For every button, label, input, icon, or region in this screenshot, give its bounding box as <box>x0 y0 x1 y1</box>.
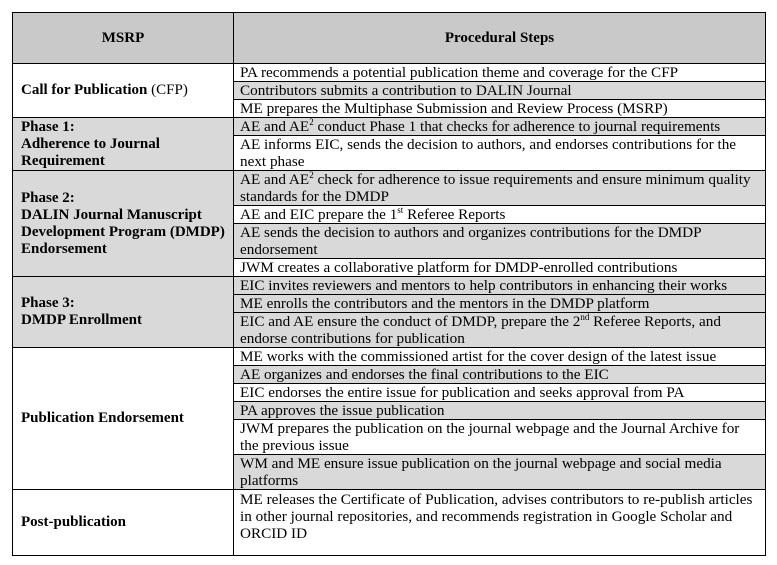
table-row <box>13 277 766 295</box>
header-procedural-steps: Procedural Steps <box>234 13 766 64</box>
step-cell: AE and $AE^2$ check for adherence to issue requirements and ensure minimum quality standards for the DMDP <box>234 171 766 206</box>
table-row <box>13 171 766 206</box>
section-title-phase-3: Phase 3: DMDP Enrollment <box>13 277 234 348</box>
step-cell: Contributors submits a contribution to DALIN Journal <box>234 82 766 100</box>
header-msrp: MSRP <box>13 13 234 64</box>
step-cell: PA approves the issue publication <box>234 402 766 420</box>
table-header-row <box>13 13 766 64</box>
table-row <box>13 348 766 366</box>
msrp-procedure-table <box>12 12 766 556</box>
step-cell: EIC invites reviewers and mentors to help contributors in enhancing their works <box>234 277 766 295</box>
step-cell: ME enrolls the contributors and the mentors in the DMDP platform <box>234 295 766 313</box>
step-cell: AE organizes and endorses the final contributions to the EIC <box>234 366 766 384</box>
section-title-phase-1: Phase 1: Adherence to Journal Requirement <box>13 118 234 171</box>
section-title-publication-endorsement: Publication Endorsement <box>13 348 234 490</box>
step-cell: JWM creates a collaborative platform for DMDP-enrolled contributions <box>234 259 766 277</box>
section-title-cfp: Call for Publication (CFP) <box>13 64 234 118</box>
step-cell: ME works with the commissioned artist for the cover design of the latest issue <box>234 348 766 366</box>
table-row <box>13 64 766 82</box>
step-cell: AE and EIC prepare the 1st Referee Reports <box>234 206 766 224</box>
step-cell: EIC endorses the entire issue for publication and seeks approval from PA <box>234 384 766 402</box>
table-row <box>13 118 766 136</box>
step-cell: AE sends the decision to authors and organizes contributions for the DMDP endorsement <box>234 224 766 259</box>
step-cell: AE informs EIC, sends the decision to authors, and endorses contributions for the next phase <box>234 136 766 171</box>
section-title-post-publication: Post-publication <box>13 490 234 556</box>
step-cell: EIC and AE ensure the conduct of DMDP, prepare the 2nd Referee Reports, and endorse contributions for publication <box>234 313 766 348</box>
step-cell: AE and $AE^2$ conduct Phase 1 that checks for adherence to journal requirements <box>234 118 766 136</box>
step-cell: JWM prepares the publication on the journal webpage and the Journal Archive for the previous issue <box>234 420 766 455</box>
step-cell: WM and ME ensure issue publication on the journal webpage and social media platforms <box>234 455 766 490</box>
step-cell: ME releases the Certificate of Publication, advises contributors to re-publish articles in other journal repositories, and recommends registration in Google Scholar and ORCID ID <box>234 490 766 556</box>
section-title-phase-2: Phase 2: DALIN Journal Manuscript Development Program (DMDP) Endorsement <box>13 171 234 277</box>
step-cell: ME prepares the Multiphase Submission and Review Process (MSRP) <box>234 100 766 118</box>
step-cell: PA recommends a potential publication theme and coverage for the CFP <box>234 64 766 82</box>
table-row <box>13 490 766 556</box>
msrp-table-document <box>12 12 765 556</box>
